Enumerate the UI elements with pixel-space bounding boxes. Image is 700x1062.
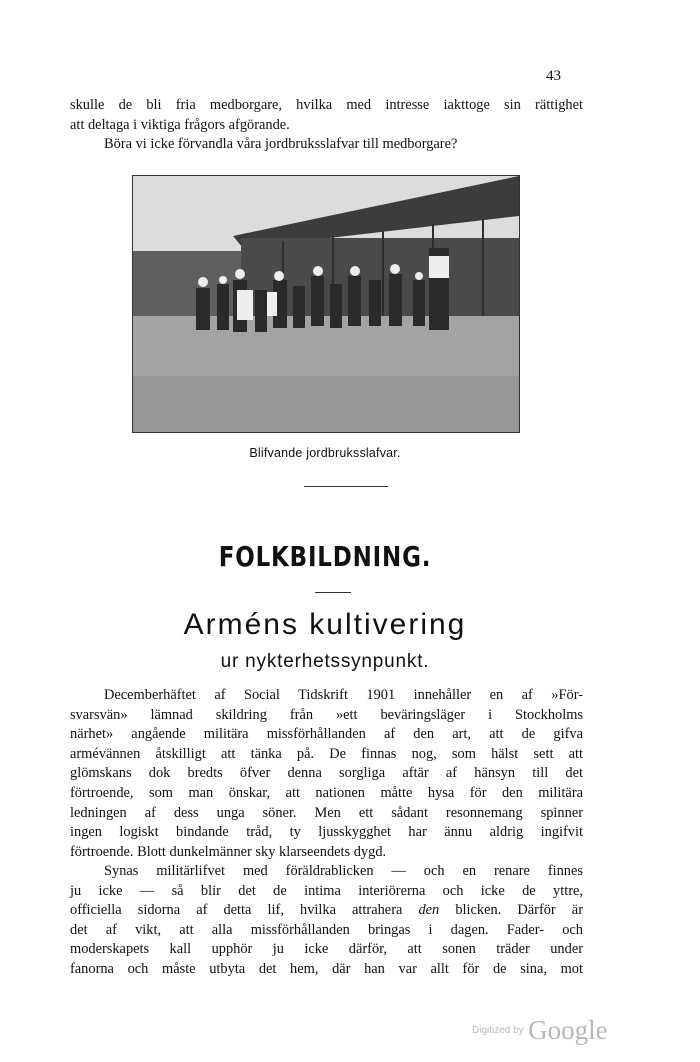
photo-caption: Blifvande jordbruksslafvar. [249,446,401,460]
text-line: förtroende. Blott dunkelmänner sky klarseendets dygd. [70,843,387,860]
article-title: Arméns kultivering [183,608,467,641]
text-line [70,901,583,921]
text-line: moderskapets kall upphör ju icke därför, att sonen träder under [70,941,583,958]
text-line: glömskans dok bredts öfver denna sorgliga aftär af hänsyn till det [70,765,583,782]
text-line: det af vikt, att alla missförhållanden bringas i dagen. Fader- och [70,921,583,938]
watermark-prefix: Digitized by [472,1025,524,1036]
section-title: FOLKBILDNING. [218,540,432,573]
photograph [132,175,520,433]
article-paragraph-2 [70,862,583,980]
text-line: ingen logiskt bindande tråd, ty ljusskygghet har ännu aldrig ingifvit [70,824,583,841]
text-fragment: blicken. Därför är [439,902,583,919]
text-line: ju icke — så blir det de intima interiörerna och icke de yttre, [70,882,583,899]
text-line: skulle de bli fria medborgare, hvilka med intresse iakttoge sin rättighet [70,97,583,113]
divider [304,486,388,487]
text-line: svarsvän» lämnad skildring från »ett beväringsläger i Stockholms [70,706,583,723]
intro-question: Böra vi icke förvandla våra jordbruksslafvar till medborgare? [104,136,458,153]
text-line: fanorna och måste utbyta det hem, där han var allt för de sina, mot [70,960,583,977]
text-line: armévännen åtskilligt att tänka på. De finnas nog, som hälst sett att [70,745,583,762]
intro-paragraph [70,96,583,155]
article-paragraph-1 [70,686,583,862]
text-line: ledningen af dess unga söner. Men ett sådant resonnemang spinner [70,804,583,821]
page-number: 43 [546,68,561,84]
digitized-watermark [472,1015,608,1046]
divider [315,592,351,593]
text-line: att deltaga i viktiga frågors afgörande. [70,116,290,133]
emphasis-word: den [418,902,440,919]
article-subtitle: ur nykterhetssynpunkt. [220,651,430,672]
text-line: Synas militärlifvet med föräldrablicken –– och en renare finnes [104,863,583,879]
text-line: Decemberhäftet af Social Tidskrift 1901 innehåller en af »För- [104,687,583,703]
watermark-logo: Google [528,1015,608,1045]
photo-scene [133,176,519,432]
text-fragment: officiella sidorna af detta lif, hvilka attrahera [70,902,419,919]
text-line: förtroende, som man önskar, att nationen måtte hysa för den militära [70,784,583,801]
text-line: närhet» angående militära missförhållanden af den art, att de gifva [70,726,583,743]
